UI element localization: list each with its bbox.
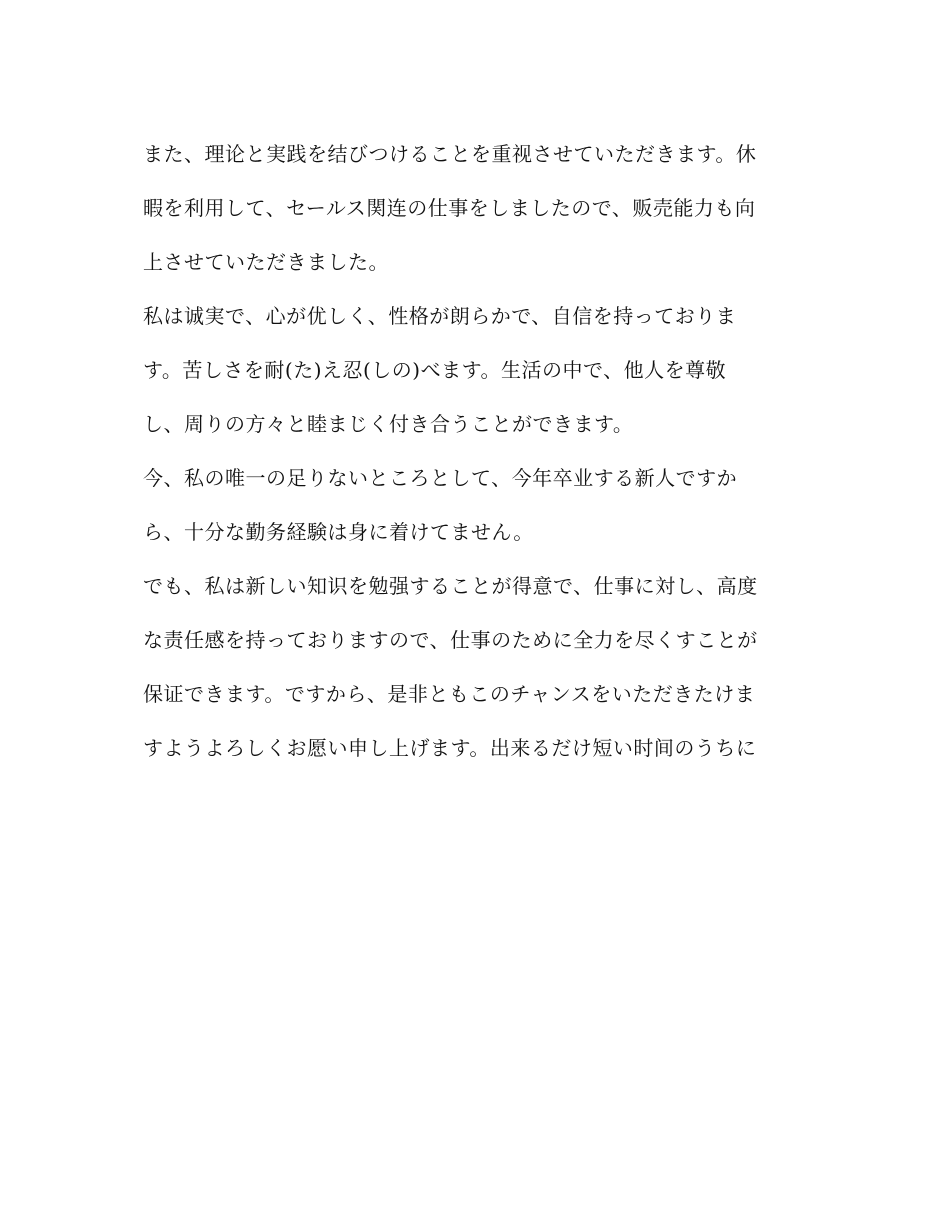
text-line: すようよろしくお愿い申し上げます。出来るだけ短い时间のうちに <box>143 736 757 760</box>
text-line: 上させていただきました。 <box>143 250 389 274</box>
text-line: 暇を利用して、セールス関连の仕事をしましたので、贩売能力も向 <box>143 196 756 220</box>
text-line: な责任感を持っておりますので、仕事のために全力を尽くすことが <box>143 628 758 652</box>
text-line: でも、私は新しい知识を勉强することが得意で、仕事に対し、高度 <box>143 574 758 598</box>
text-line: 今、私の唯一の足りないところとして、今年卒业する新人ですか <box>143 466 738 490</box>
text-line: ら、十分な勤务経験は身に着けてません。 <box>143 520 534 544</box>
document-body <box>143 134 803 782</box>
text-line: 保证できます。ですから、是非ともこのチャンスをいただきたけま <box>143 682 756 706</box>
text-line: し、周りの方々と睦まじく付き合うことができます。 <box>143 412 634 436</box>
text-line: 私は诚実で、心が优しく、性格が朗らかで、自信を持っておりま <box>143 304 737 328</box>
text-line: また、理论と実践を结びつけることを重视させていただきます。休 <box>143 142 757 166</box>
text-line: す。苦しさを耐(た)え忍(しの)べます。生活の中で、他人を尊敬 <box>143 358 727 382</box>
